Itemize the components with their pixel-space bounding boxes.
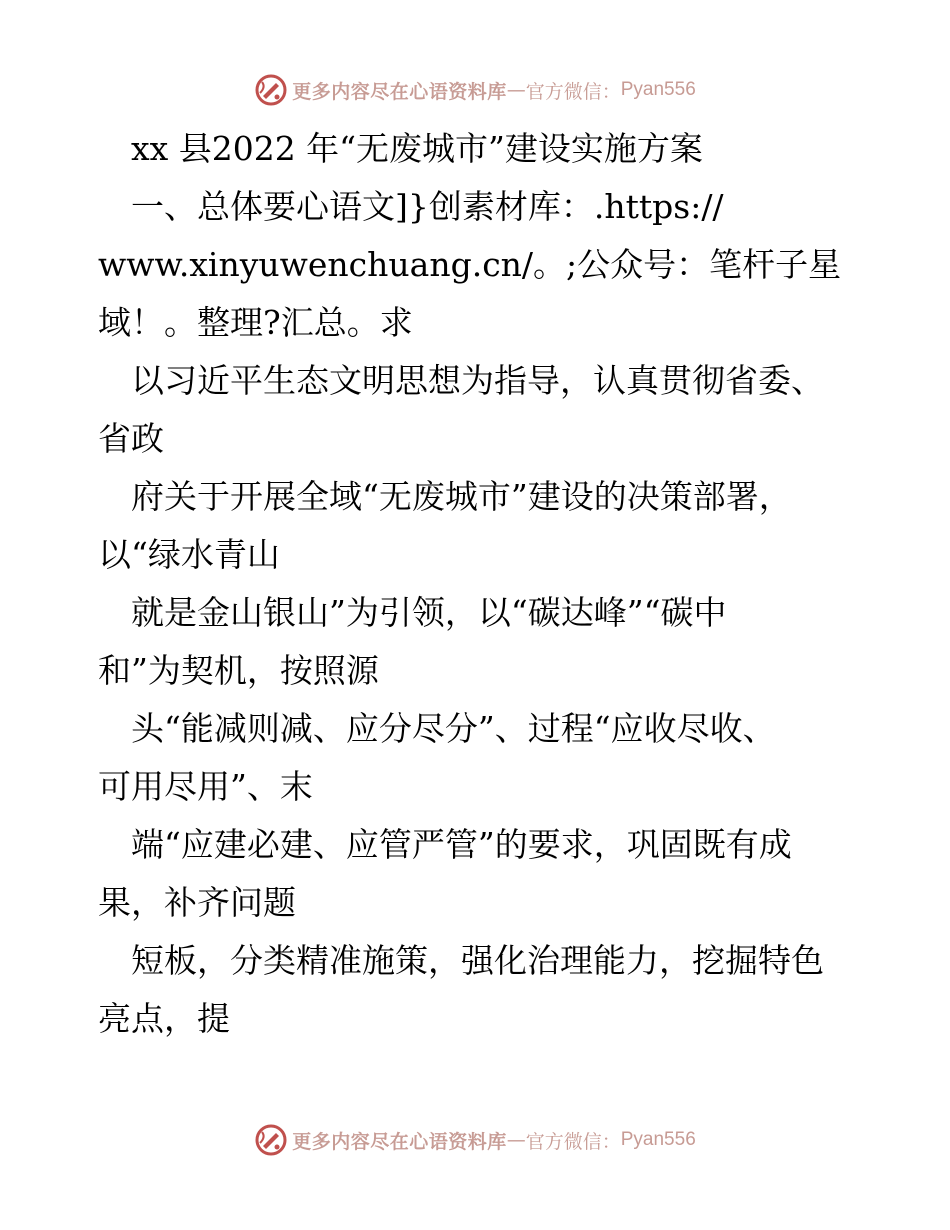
header-banner: [0, 70, 950, 110]
doc-line: 果，补齐问题: [98, 883, 296, 922]
document-body: [98, 120, 868, 1048]
banner-title: 更多内容尽在心语资料库: [292, 80, 507, 103]
banner-separator: —: [506, 1129, 526, 1151]
doc-line: 以习近平生态文明思想为指导，认真贯彻省委、: [98, 361, 824, 400]
doc-line: 头“能减则减、应分尽分”、过程“应收尽收、: [98, 709, 776, 748]
doc-line: 就是金山银山”为引领，以“碳达峰”“碳中: [98, 593, 727, 632]
doc-line: 端“应建必建、应管严管”的要求，巩固既有成: [98, 825, 792, 864]
tribal-pen-logo-icon: [254, 73, 288, 107]
banner-title: 更多内容尽在心语资料库: [292, 1130, 507, 1153]
doc-line: 省政: [98, 419, 164, 458]
doc-title-line: xx 县2022 年“无废城市”建设实施方案: [98, 129, 703, 168]
doc-line: 亮点，提: [98, 999, 230, 1038]
doc-line: 短板，分类精准施策，强化治理能力，挖掘特色: [98, 941, 824, 980]
doc-line: 府关于开展全域“无废城市”建设的决策部署，: [98, 477, 792, 516]
banner-wechat-label: 官方微信：: [525, 1130, 621, 1153]
doc-line: 以“绿水青山: [98, 535, 280, 574]
tribal-pen-logo-icon: [254, 1123, 288, 1157]
banner-separator: —: [506, 79, 526, 101]
banner-wechat-label: 官方微信：: [525, 80, 621, 103]
footer-banner: [0, 1120, 950, 1160]
banner-wechat-id: Pyan556: [620, 1129, 696, 1150]
doc-line: 可用尽用”、末: [98, 767, 313, 806]
doc-line: www.xinyuwenchuang.cn/。;公众号：笔杆子星: [98, 245, 842, 284]
doc-line: 和”为契机，按照源: [98, 651, 379, 690]
doc-line: 域！。整理?汇总。求: [98, 303, 413, 342]
doc-line: 一、总体要心语文]}创素材库：.https://: [98, 187, 724, 226]
banner-wechat-id: Pyan556: [620, 79, 696, 100]
